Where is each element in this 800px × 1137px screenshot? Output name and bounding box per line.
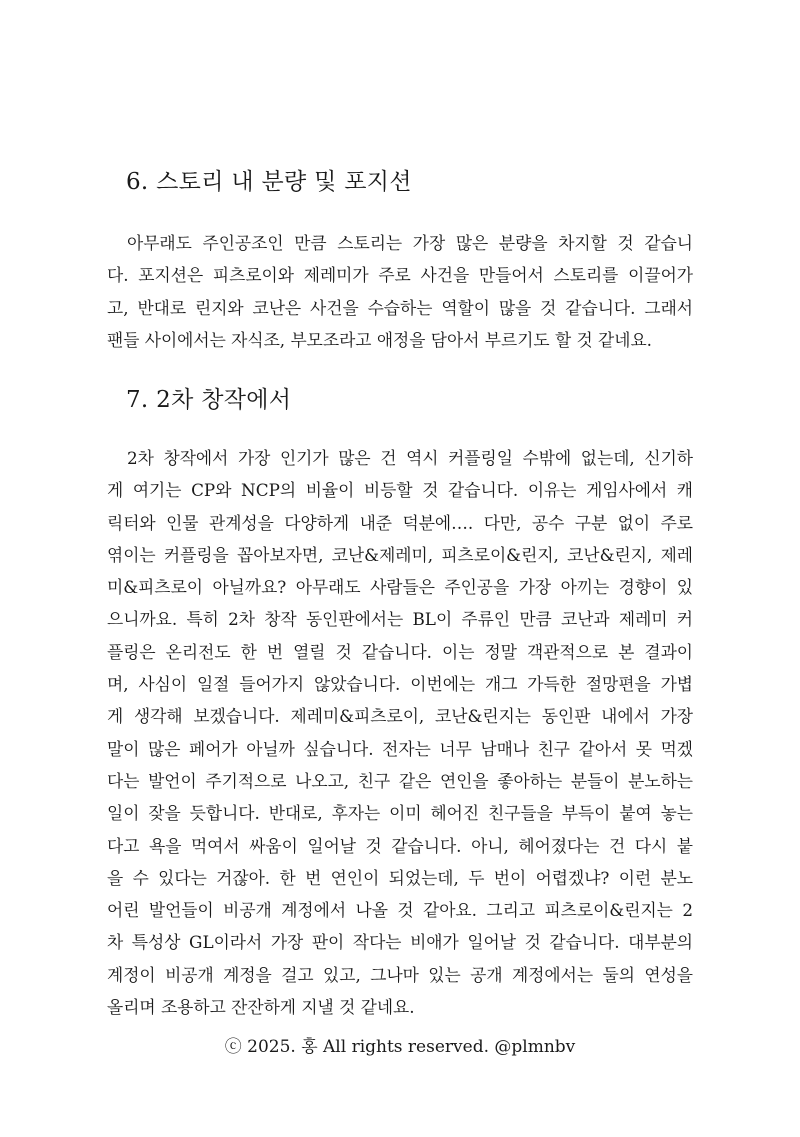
paragraph-line: 2차 창작에서 가장 인기가 많은 건 역시 커플링일 수밖에 없는데, 신기하 <box>127 448 693 468</box>
paragraph-line: 며, 사심이 일절 들어가지 않았습니다. 이번에는 개그 가득한 절망편을 가볍 <box>107 674 693 695</box>
paragraph-line: 아무래도 주인공조인 만큼 스토리는 가장 많은 분량을 차지할 것 같습니 <box>127 233 693 253</box>
paragraph-line: 말이 많은 페어가 아닐까 싶습니다. 전자는 너무 남매나 친구 같아서 못 먹겠 <box>107 738 693 759</box>
section-7-paragraph <box>107 442 693 1023</box>
paragraph-line: 어린 발언들이 비공개 계정에서 나올 것 같아요. 그리고 피츠로이&린지는 2 <box>107 900 693 921</box>
paragraph-line: 일이 잦을 듯합니다. 반대로, 후자는 이미 헤어진 친구들을 부득이 붙여 놓는 <box>107 803 693 824</box>
paragraph-line: 플링은 온리전도 한 번 열릴 것 같습니다. 이는 정말 객관적으로 본 결과이 <box>107 641 693 662</box>
paragraph-line: 게 여기는 CP와 NCP의 비율이 비등할 것 같습니다. 이유는 게임사에서 캐 <box>107 480 693 501</box>
paragraph-line: 올리며 조용하고 잔잔하게 지낼 것 같네요. <box>107 997 415 1018</box>
copyright-footer: ⓒ 2025. 홍 All rights reserved. @plmnbv <box>224 1037 576 1057</box>
paragraph-line: 릭터와 인물 관계성을 다양하게 내준 덕분에…. 다만, 공수 구분 없이 주로 <box>107 512 693 533</box>
paragraph-line: 엮이는 커플링을 꼽아보자면, 코난&제레미, 피츠로이&린지, 코난&린지, 제레 <box>107 544 693 565</box>
paragraph-line: 으니까요. 특히 2차 창작 동인판에서는 BL이 주류인 만큼 코난과 제레미 커 <box>107 609 693 630</box>
paragraph-line: 을 수 있다는 거잖아. 한 번 연인이 되었는데, 두 번이 어렵겠냐? 이런 분노 <box>107 867 693 888</box>
paragraph-line: 차 특성상 GL이라서 가장 판이 작다는 비애가 일어날 것 같습니다. 대부분의 <box>107 932 693 953</box>
paragraph-line: 미&피츠로이 아닐까요? 아무래도 사람들은 주인공을 가장 아끼는 경향이 있 <box>107 577 693 598</box>
section-6-paragraph <box>107 227 693 356</box>
paragraph-line: 고, 반대로 린지와 코난은 사건을 수습하는 역할이 많을 것 같습니다. 그래서 <box>107 297 693 318</box>
section-7-heading: 7. 2차 창작에서 <box>126 387 292 413</box>
paragraph-line: 다고 욕을 먹여서 싸움이 일어날 것 같습니다. 아니, 헤어졌다는 건 다시 붙 <box>107 835 693 856</box>
section-6-heading: 6. 스토리 내 분량 및 포지션 <box>126 169 412 195</box>
paragraph-line: 계정이 비공개 계정을 걸고 있고, 그나마 있는 공개 계정에서는 둘의 연성을 <box>107 964 693 985</box>
paragraph-line: 다. 포지션은 피츠로이와 제레미가 주로 사건을 만들어서 스토리를 이끌어가 <box>107 265 693 286</box>
paragraph-line: 게 생각해 보겠습니다. 제레미&피츠로이, 코난&린지는 동인판 내에서 가장 <box>107 706 693 727</box>
paragraph-line: 다는 발언이 주기적으로 나오고, 친구 같은 연인을 좋아하는 분들이 분노하는 <box>107 770 693 791</box>
paragraph-line: 팬들 사이에서는 자식조, 부모조라고 애정을 담아서 부르기도 할 것 같네요. <box>107 329 653 350</box>
